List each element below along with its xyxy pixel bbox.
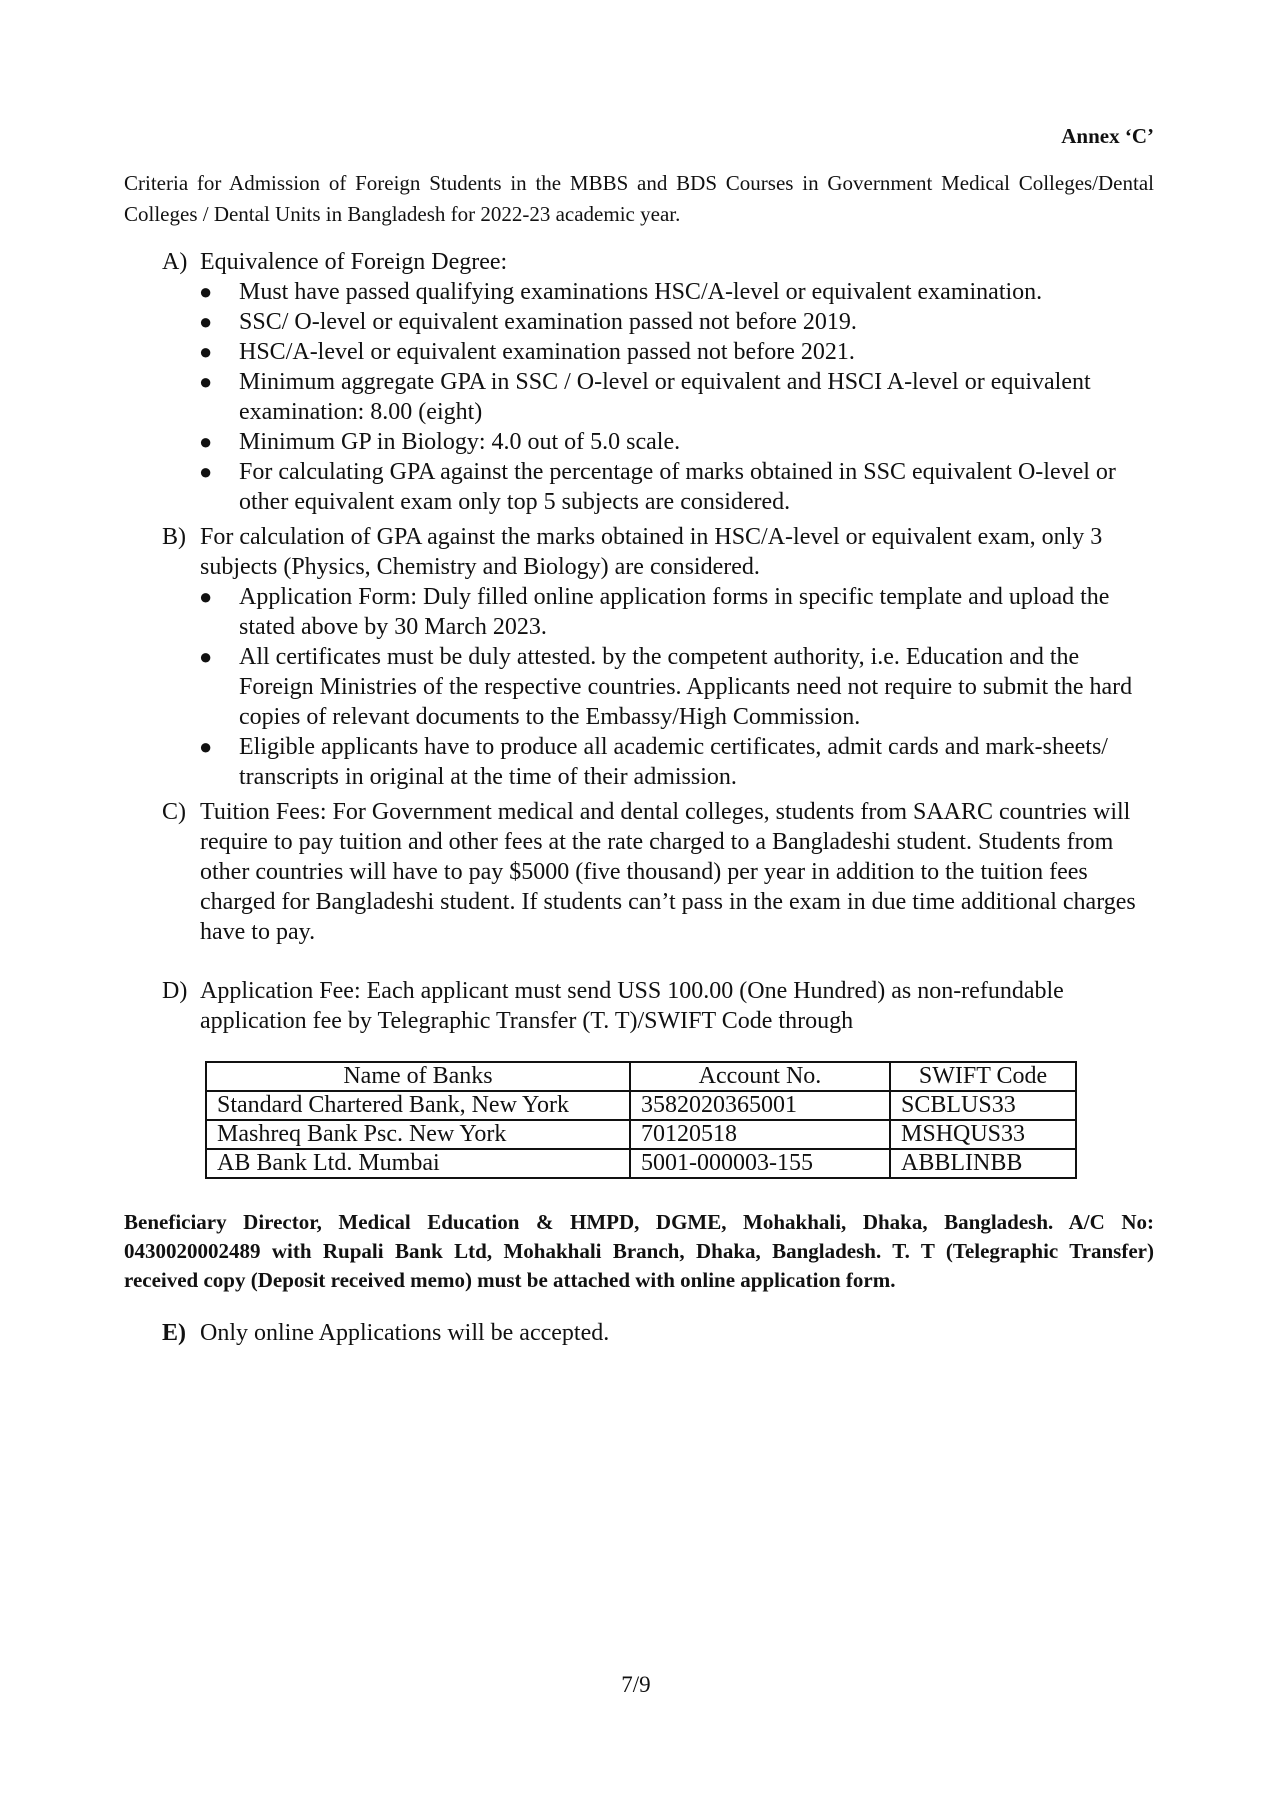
section-b-letter: B) [162,524,186,550]
table-header-row [206,1062,1076,1091]
list-item: ● Application Form: Duly filled online application forms in specific template and upload the stated above by 30 March 2023. [199,584,1110,640]
section-a-title: Equivalence of Foreign Degree: [200,249,508,275]
table-cell: Standard Chartered Bank, New York [206,1091,630,1120]
bullet-icon: ● [199,429,213,454]
list-item: ● All certificates must be duly attested. by the competent authority, i.e. Education and the Foreign Ministries of the respective countries. Applicants need not require to submit the hard copies of relevant documents to the Embassy/High Commission. [199,644,1133,730]
table-row [206,1120,1076,1149]
section-a-letter: A) [162,249,188,275]
section-d-letter: D) [162,978,188,1004]
table-cell: AB Bank Ltd. Mumbai [206,1149,630,1178]
intro-paragraph: Criteria for Admission of Foreign Students in the MBBS and BDS Courses in Government Medical Colleges/Dental Colleges / Dental Units in Bangladesh for 2022-23 academic year. [124,171,1154,226]
table-header: Account No. [630,1062,890,1091]
list-item: ● Eligible applicants have to produce all academic certificates, admit cards and mark-sheets/ transcripts in original at the time of their admission. [199,734,1108,790]
bullet-icon: ● [199,734,213,759]
list-item: ● SSC/ O-level or equivalent examination passed not before 2019. [199,309,857,335]
section-e-letter: E) [162,1320,186,1346]
table-cell: SCBLUS33 [890,1091,1076,1120]
section-e-text: Only online Applications will be accepted. [200,1320,610,1346]
bullet-icon: ● [199,309,213,334]
table-cell: 5001-000003-155 [630,1149,890,1178]
bullet-icon: ● [199,339,213,364]
section-c [162,797,1157,947]
bullet-icon: ● [199,369,213,394]
list-item: ● Minimum aggregate GPA in SSC / O-level or equivalent and HSCI A-level or equivalent examination: 8.00 (eight) [199,369,1091,425]
annex-label: Annex ‘C’ [1061,124,1154,148]
page-number: 7/9 [621,1672,651,1697]
section-a-bullets [162,277,1157,517]
section-b-text: For calculation of GPA against the marks obtained in HSC/A-level or equivalent exam, only 3 subjects (Physics, Chemistry and Biology) are considered. [200,524,1103,580]
bullet-icon: ● [199,459,213,484]
list-item: ● Minimum GP in Biology: 4.0 out of 5.0 scale. [199,429,681,455]
section-c-letter: C) [162,799,186,825]
table-header: SWIFT Code [890,1062,1076,1091]
bank-table [205,1061,1077,1179]
list-item: ● Must have passed qualifying examinations HSC/A-level or equivalent examination. [199,279,1043,305]
table-cell: ABBLINBB [890,1149,1076,1178]
list-item: ● HSC/A-level or equivalent examination passed not before 2021. [199,339,855,365]
list-item: ● For calculating GPA against the percentage of marks obtained in SSC equivalent O-level or other equivalent exam only top 5 subjects are considered. [199,459,1116,515]
table-row [206,1149,1076,1178]
section-b [162,522,1157,792]
bullet-icon: ● [199,279,213,304]
section-c-text: Tuition Fees: For Government medical and dental colleges, students from SAARC countries will require to pay tuition and other fees at the rate charged to a Bangladeshi student. Students from other countries will have to pay $5000 (five thousand) per year in addition to the tuition fees charged for Bangladeshi student. If students can’t pass in the exam in due time additional charges have to pay. [200,799,1136,945]
bullet-icon: ● [199,584,213,609]
table-cell: 3582020365001 [630,1091,890,1120]
section-a [162,247,1157,517]
table-cell: 70120518 [630,1120,890,1149]
table-cell: MSHQUS33 [890,1120,1076,1149]
beneficiary-paragraph: Beneficiary Director, Medical Education & HMPD, DGME, Mohakhali, Dhaka, Bangladesh. A/C No: 0430020002489 with Rupali Bank Ltd, Mohakhali Branch, Dhaka, Bangladesh. T. T (Telegraphic Transfer) received copy (Deposit received memo) must be attached with online application form. [124,1210,1154,1292]
section-e [162,1318,1157,1348]
bullet-icon: ● [199,644,213,669]
table-header: Name of Banks [206,1062,630,1091]
section-d [162,976,1157,1036]
section-b-bullets [162,582,1157,792]
table-row [206,1091,1076,1120]
table-cell: Mashreq Bank Psc. New York [206,1120,630,1149]
section-d-text: Application Fee: Each applicant must send USS 100.00 (One Hundred) as non-refundable application fee by Telegraphic Transfer (T. T)/SWIFT Code through [200,978,1064,1034]
